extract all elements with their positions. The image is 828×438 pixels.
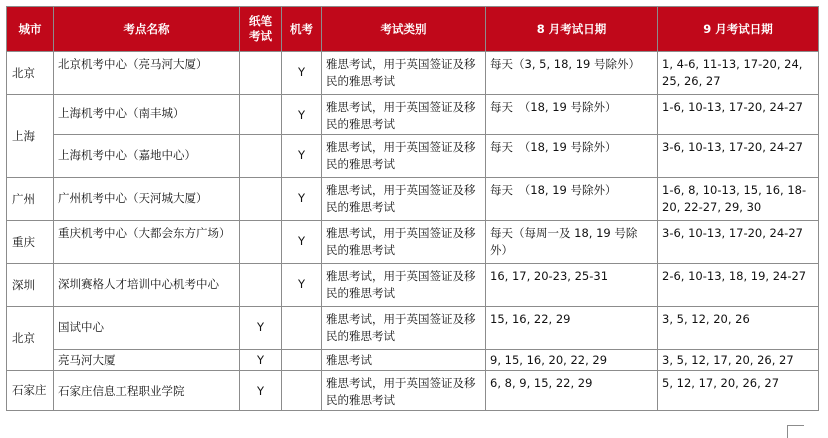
venue-cell: 北京机考中心（亮马河大厦） (54, 52, 240, 95)
type-cell: 雅思考试，用于英国签证及移民的雅思考试 (322, 221, 486, 264)
table-row (7, 135, 819, 178)
venue-cell: 广州机考中心（天河城大厦） (54, 178, 240, 221)
september-cell: 3-6, 10-13, 17-20, 24-27 (658, 135, 819, 178)
header-venue: 考点名称 (54, 7, 240, 52)
august-cell: 6, 8, 9, 15, 22, 29 (486, 371, 658, 411)
venue-cell: 深圳赛格人才培训中心机考中心 (54, 264, 240, 307)
september-cell: 1, 4-6, 11-13, 17-20, 24, 25, 26, 27 (658, 52, 819, 95)
september-cell: 5, 12, 17, 20, 26, 27 (658, 371, 819, 411)
paper-cell (240, 95, 282, 135)
table-row (7, 307, 819, 350)
type-cell: 雅思考试 (322, 350, 486, 371)
city-cell: 重庆 (7, 221, 54, 264)
august-cell: 9, 15, 16, 20, 22, 29 (486, 350, 658, 371)
august-cell: 15, 16, 22, 29 (486, 307, 658, 350)
exam-schedule-table (6, 6, 819, 411)
venue-cell: 国试中心 (54, 307, 240, 350)
header-row (7, 7, 819, 52)
august-cell: 每天 （18, 19 号除外） (486, 95, 658, 135)
type-cell: 雅思考试，用于英国签证及移民的雅思考试 (322, 264, 486, 307)
paper-cell (240, 221, 282, 264)
type-cell: 雅思考试，用于英国签证及移民的雅思考试 (322, 95, 486, 135)
table-row (7, 95, 819, 135)
paper-cell (240, 135, 282, 178)
venue-cell: 上海机考中心（南丰城） (54, 95, 240, 135)
table-row (7, 350, 819, 371)
august-cell: 每天 （18, 19 号除外） (486, 178, 658, 221)
table-row (7, 178, 819, 221)
august-cell: 每天（每周一及 18, 19 号除外） (486, 221, 658, 264)
header-august: 8 月考试日期 (486, 7, 658, 52)
computer-cell: Y (282, 264, 322, 307)
computer-cell: Y (282, 178, 322, 221)
city-cell: 石家庄 (7, 371, 54, 411)
computer-cell: Y (282, 95, 322, 135)
table-row (7, 52, 819, 95)
computer-cell: Y (282, 135, 322, 178)
september-cell: 3, 5, 12, 20, 26 (658, 307, 819, 350)
header-city: 城市 (7, 7, 54, 52)
type-cell: 雅思考试，用于英国签证及移民的雅思考试 (322, 178, 486, 221)
header-paper-label: 纸笔考试 (249, 14, 272, 43)
page-corner-mark (787, 425, 804, 438)
header-computer: 机考 (282, 7, 322, 52)
venue-cell: 上海机考中心（嘉地中心） (54, 135, 240, 178)
header-paper (240, 7, 282, 52)
type-cell: 雅思考试，用于英国签证及移民的雅思考试 (322, 135, 486, 178)
paper-cell: Y (240, 350, 282, 371)
city-cell: 北京 (7, 307, 54, 371)
computer-cell (282, 350, 322, 371)
venue-cell: 亮马河大厦 (54, 350, 240, 371)
venue-cell: 重庆机考中心（大都会东方广场） (54, 221, 240, 264)
september-cell: 1-6, 10-13, 17-20, 24-27 (658, 95, 819, 135)
september-cell: 2-6, 10-13, 18, 19, 24-27 (658, 264, 819, 307)
computer-cell (282, 371, 322, 411)
august-cell: 每天 （18, 19 号除外） (486, 135, 658, 178)
paper-cell (240, 178, 282, 221)
type-cell: 雅思考试，用于英国签证及移民的雅思考试 (322, 371, 486, 411)
exam-schedule-table-wrap (6, 6, 818, 411)
type-cell: 雅思考试，用于英国签证及移民的雅思考试 (322, 307, 486, 350)
table-row (7, 371, 819, 411)
september-cell: 3, 5, 12, 17, 20, 26, 27 (658, 350, 819, 371)
august-cell: 每天（3, 5, 18, 19 号除外） (486, 52, 658, 95)
computer-cell: Y (282, 52, 322, 95)
computer-cell (282, 307, 322, 350)
paper-cell: Y (240, 307, 282, 350)
august-cell: 16, 17, 20-23, 25-31 (486, 264, 658, 307)
venue-cell: 石家庄信息工程职业学院 (54, 371, 240, 411)
computer-cell: Y (282, 221, 322, 264)
paper-cell (240, 264, 282, 307)
city-cell: 北京 (7, 52, 54, 95)
table-row (7, 221, 819, 264)
city-cell: 上海 (7, 95, 54, 178)
header-september: 9 月考试日期 (658, 7, 819, 52)
city-cell: 广州 (7, 178, 54, 221)
september-cell: 1-6, 8, 10-13, 15, 16, 18-20, 22-27, 29, 30 (658, 178, 819, 221)
table-row (7, 264, 819, 307)
city-cell: 深圳 (7, 264, 54, 307)
header-type: 考试类别 (322, 7, 486, 52)
type-cell: 雅思考试，用于英国签证及移民的雅思考试 (322, 52, 486, 95)
paper-cell (240, 52, 282, 95)
paper-cell: Y (240, 371, 282, 411)
september-cell: 3-6, 10-13, 17-20, 24-27 (658, 221, 819, 264)
